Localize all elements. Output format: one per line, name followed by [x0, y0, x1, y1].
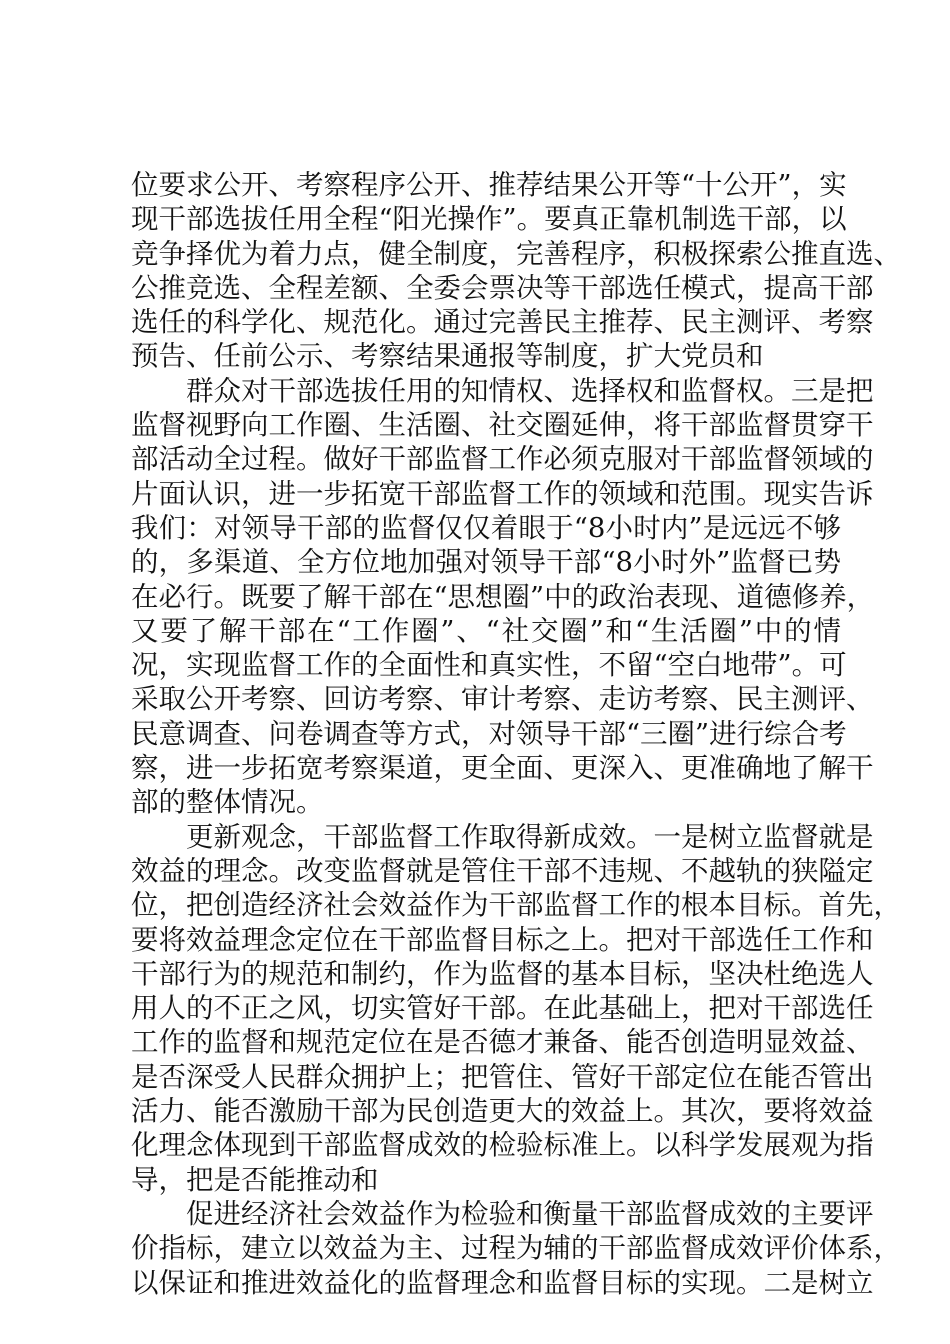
body-text	[131, 168, 901, 1300]
text-line: 化理念体现到干部监督成效的检验标准上。以科学发展观为指	[131, 1129, 874, 1162]
text-line: 价指标，建立以效益为主、过程为辅的干部监督成效评价体系，	[131, 1232, 901, 1265]
text-line: 以保证和推进效益化的监督理念和监督目标的实现。二是树立	[131, 1266, 874, 1299]
text-line: 监督视野向工作圈、生活圈、社交圈延伸，将干部监督贯穿干	[131, 409, 874, 442]
text-line: 公推竞选、全程差额、全委会票决等干部选任模式，提高干部	[131, 271, 874, 304]
text-line: 用人的不正之风，切实管好干部。在此基础上，把对干部选任	[131, 992, 874, 1025]
text-line: 工作的监督和规范定位在是否德才兼备、能否创造明显效益、	[131, 1026, 874, 1059]
paragraph-first-line: 促进经济社会效益作为检验和衡量干部监督成效的主要评	[186, 1197, 874, 1230]
text-line: 采取公开考察、回访考察、审计考察、走访考察、民主测评、	[131, 683, 874, 716]
text-line: 位，把创造经济社会效益作为干部监督工作的根本目标。首先，	[131, 889, 901, 922]
text-line: 要将效益理念定位在干部监督目标之上。把对干部选任工作和	[131, 923, 874, 956]
text-line: 预告、任前公示、考察结果通报等制度，扩大党员和	[131, 340, 764, 373]
paragraph-first-line: 群众对干部选拔任用的知情权、选择权和监督权。三是把	[186, 374, 874, 407]
text-line: 导，把是否能推动和	[131, 1163, 379, 1196]
text-line: 是否深受人民群众拥护上；把管住、管好干部定位在能否管出	[131, 1060, 874, 1093]
text-line: 的，多渠道、全方位地加强对领导干部“8小时外”监督已势	[131, 546, 841, 579]
text-line: 竞争择优为着力点，健全制度，完善程序，积极探索公推直选、	[131, 237, 901, 270]
text-line: 现干部选拔任用全程“阳光操作”。要真正靠机制选干部，以	[131, 203, 847, 236]
text-line: 部的整体情况。	[131, 786, 324, 819]
text-line: 干部行为的规范和制约，作为监督的基本目标，坚决杜绝选人	[131, 957, 874, 990]
text-line: 片面认识，进一步拓宽干部监督工作的领域和范围。现实告诉	[131, 477, 874, 510]
text-line: 在必行。既要了解干部在“思想圈”中的政治表现、道德修养，	[131, 580, 875, 613]
text-line: 位要求公开、考察程序公开、推荐结果公开等“十公开”，实	[131, 169, 847, 201]
text-line: 活力、能否激励干部为民创造更大的效益上。其次，要将效益	[131, 1095, 874, 1128]
text-line: 我们：对领导干部的监督仅仅着眼于“8小时内”是远远不够	[131, 511, 841, 544]
text-line: 又要了解干部在“工作圈”、“社交圈”和“生活圈”中的情	[131, 614, 841, 647]
text-line: 察，进一步拓宽考察渠道，更全面、更深入、更准确地了解干	[131, 752, 874, 785]
text-line: 选任的科学化、规范化。通过完善民主推荐、民主测评、考察	[131, 306, 874, 339]
text-line: 效益的理念。改变监督就是管住干部不违规、不越轨的狭隘定	[131, 854, 874, 887]
text-line: 部活动全过程。做好干部监督工作必须克服对干部监督领域的	[131, 443, 874, 476]
text-line: 民意调查、问卷调查等方式，对领导干部“三圈”进行综合考	[131, 717, 847, 750]
paragraph-first-line: 更新观念，干部监督工作取得新成效。一是树立监督就是	[186, 820, 874, 853]
text-line: 况，实现监督工作的全面性和真实性，不留“空白地带”。可	[131, 649, 847, 682]
